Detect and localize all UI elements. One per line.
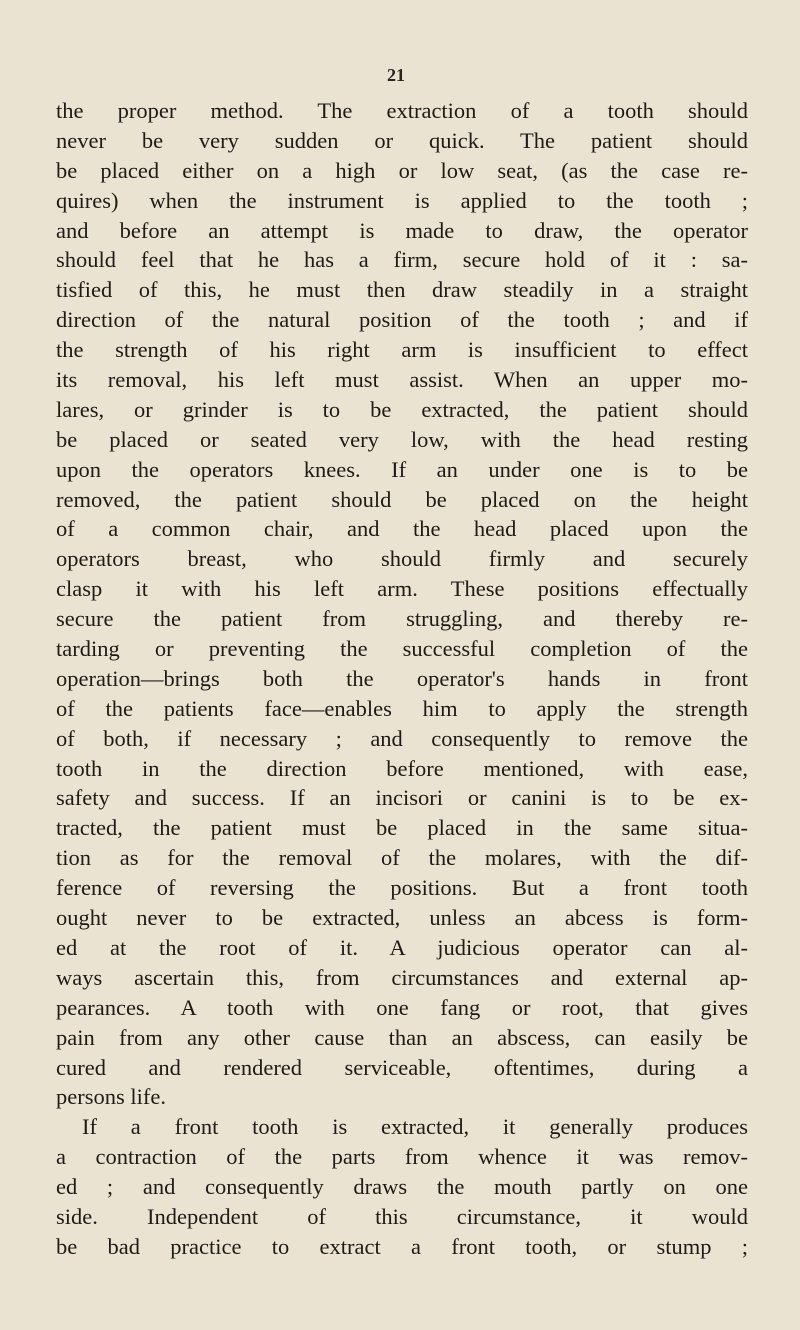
- text-line: removed, the patient should be placed on the height: [56, 486, 748, 512]
- text-line: pain from any other cause than an abscess, can easily be: [56, 1024, 748, 1050]
- text-line: the proper method. The extraction of a tooth should: [56, 98, 748, 123]
- text-line: quires) when the instrument is applied to the tooth ;: [56, 187, 748, 213]
- text-line: tion as for the removal of the molares, with the dif-: [56, 845, 748, 871]
- text-line: safety and success. If an incisori or canini is to be ex-: [56, 785, 748, 811]
- text-line: side. Independent of this circumstance, it would: [56, 1203, 748, 1229]
- text-line: ought never to be extracted, unless an abcess is form-: [56, 905, 748, 931]
- text-line: of both, if necessary ; and consequently to remove the: [56, 725, 748, 751]
- text-line: the strength of his right arm is insufficient to effect: [56, 337, 748, 363]
- text-line: of a common chair, and the head placed upon the: [56, 516, 748, 542]
- paragraph: [56, 96, 748, 1112]
- text-line: operators breast, who should firmly and securely: [56, 546, 748, 572]
- text-line: persons life.: [56, 1084, 166, 1110]
- page-number: 21: [387, 65, 405, 85]
- text-line: lares, or grinder is to be extracted, the patient should: [56, 396, 748, 422]
- text-line: never be very sudden or quick. The patient should: [56, 127, 748, 153]
- text-line: operation—brings both the operator's hands in front: [56, 665, 748, 691]
- text-line: secure the patient from struggling, and thereby re-: [56, 606, 748, 632]
- text-line: If a front tooth is extracted, it generally produces: [82, 1114, 748, 1140]
- text-line: should feel that he has a firm, secure hold of it : sa-: [56, 247, 748, 273]
- text-line: a contraction of the parts from whence it was remov-: [56, 1144, 748, 1170]
- text-line: ference of reversing the positions. But a front tooth: [56, 875, 748, 901]
- text-line: cured and rendered serviceable, oftentimes, during a: [56, 1054, 748, 1080]
- paragraph: [56, 1112, 748, 1261]
- text-line: be bad practice to extract a front tooth, or stump ;: [56, 1233, 748, 1259]
- text-line: tarding or preventing the successful completion of the: [56, 636, 748, 662]
- text-line: direction of the natural position of the tooth ; and if: [56, 307, 748, 333]
- text-line: be placed either on a high or low seat, (as the case re-: [56, 157, 748, 183]
- body-text: [56, 96, 748, 1262]
- text-line: tisfied of this, he must then draw steadily in a straight: [56, 277, 748, 303]
- text-line: ed ; and consequently draws the mouth partly on one: [56, 1174, 748, 1200]
- text-line: be placed or seated very low, with the head resting: [56, 426, 748, 452]
- text-line: ways ascertain this, from circumstances and external ap-: [56, 964, 748, 990]
- text-line: pearances. A tooth with one fang or root, that gives: [56, 994, 748, 1020]
- text-line: upon the operators knees. If an under one is to be: [56, 456, 748, 482]
- text-line: its removal, his left must assist. When an upper mo-: [56, 367, 748, 393]
- text-line: of the patients face—enables him to apply the strength: [56, 695, 748, 721]
- text-line: tracted, the patient must be placed in the same situa-: [56, 815, 748, 841]
- text-line: and before an attempt is made to draw, the operator: [56, 217, 748, 243]
- text-line: tooth in the direction before mentioned, with ease,: [56, 755, 748, 781]
- text-line: clasp it with his left arm. These positions effectually: [56, 576, 748, 602]
- text-line: ed at the root of it. A judicious operator can al-: [56, 934, 748, 960]
